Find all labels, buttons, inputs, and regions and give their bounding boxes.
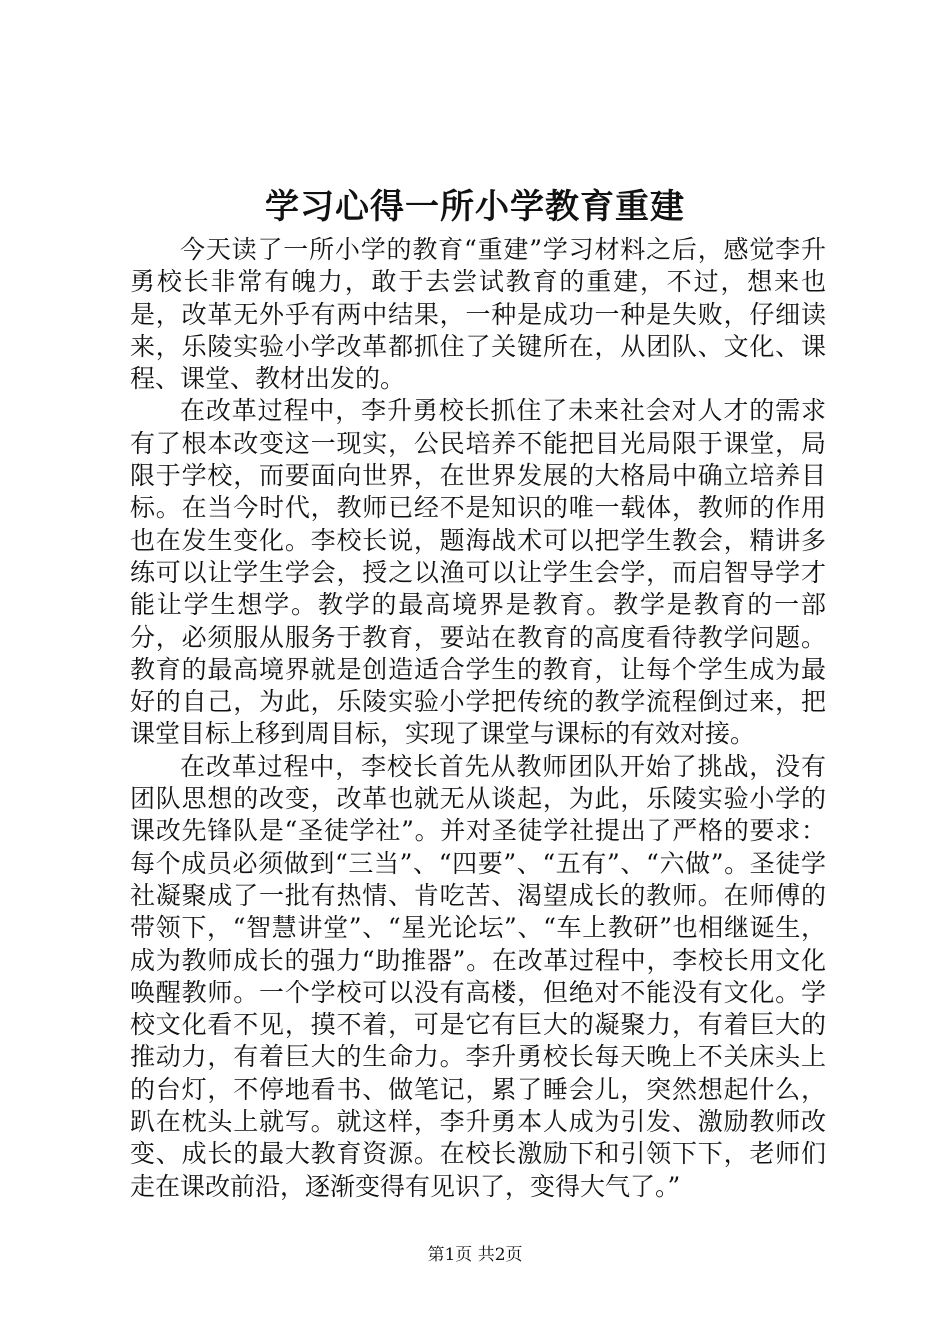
paragraph: 在改革过程中，李升勇校长抓住了未来社会对人才的需求有了根本改变这一现实，公民培养不能把目光局限于课堂，局限于学校，而要面向世界，在世界发展的大格局中确立培养目标。在当今时代，教师已经不是知识的唯一载体，教师的作用也在发生变化。李校长说，题海战术可以把学生教会，精讲多练可以让学生学会，授之以渔可以让学生会学，而启智导学才能让学生想学。教学的最高境界是教育。教学是教育的一部分，必须服从服务于教育，要站在教育的高度看待教学问题。教育的最高境界就是创造适合学生的教育，让每个学生成为最好的自己，为此，乐陵实验小学把传统的教学流程倒过来，把课堂目标上移到周目标，实现了课堂与课标的有效对接。 (130, 396, 826, 749)
document-body (130, 234, 826, 1203)
document-title: 学习心得一所小学教育重建 (265, 187, 685, 227)
paragraph: 在改革过程中，李校长首先从教师团队开始了挑战，没有团队思想的改变，改革也就无从谈起，为此，乐陵实验小学的课改先锋队是“圣徒学社”。并对圣徒学社提出了严格的要求：每个成员必须做到“三当”、“四要”、“五有”、“六做”。圣徒学社凝聚成了一批有热情、肯吃苦、渴望成长的教师。在师傅的带领下，“智慧讲堂”、“星光论坛”、“车上教研”也相继诞生，成为教师成长的强力“助推器”。在改革过程中，李校长用文化唤醒教师。一个学校可以没有高楼，但绝对不能没有文化。学校文化看不见，摸不着，可是它有巨大的凝聚力，有着巨大的推动力，有着巨大的生命力。李升勇校长每天晚上不关床头上的台灯，不停地看书、做笔记，累了睡会儿，突然想起什么，趴在枕头上就写。就这样，李升勇本人成为引发、激励教师改变、成长的最大教育资源。在校长激励下和引领下下，老师们走在课改前沿，逐渐变得有见识了，变得大气了。” (130, 751, 826, 1201)
page-number-footer: 第1页 共2页 (427, 1245, 523, 1265)
paragraph: 今天读了一所小学的教育“重建”学习材料之后，感觉李升勇校长非常有魄力，敢于去尝试教育的重建，不过，想来也是，改革无外乎有两中结果，一种是成功一种是失败，仔细读来，乐陵实验小学改革都抓住了关键所在，从团队、文化、课程、课堂、教材出发的。 (130, 235, 826, 394)
